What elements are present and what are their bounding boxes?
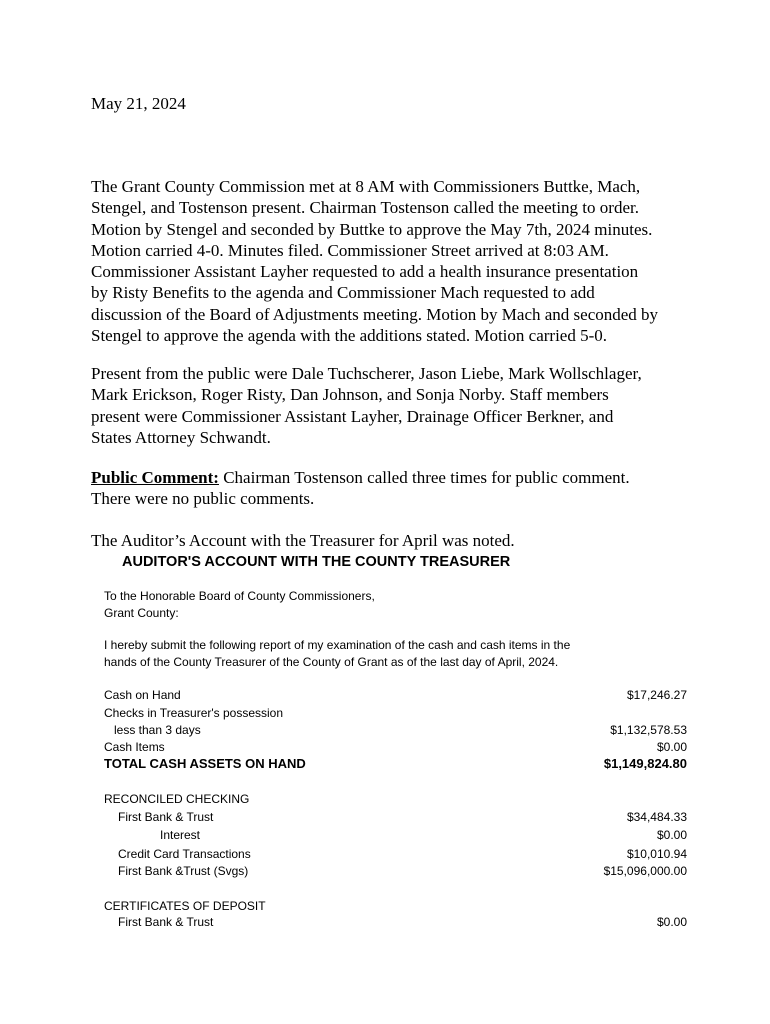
row-label: TOTAL CASH ASSETS ON HAND — [104, 756, 306, 771]
report-row-credit-card-transactions — [104, 845, 687, 863]
address-line: To the Honorable Board of County Commissioners, — [104, 589, 375, 603]
row-amount: $0.00 — [656, 915, 687, 929]
row-amount: $0.00 — [656, 740, 687, 754]
text-line: Motion carried 4-0. Minutes filed. Commissioner Street arrived at 8:03 AM. — [91, 240, 609, 260]
row-label: Cash on Hand — [104, 688, 181, 702]
report-row-total-cash-assets — [104, 755, 687, 773]
paragraph-attendance — [91, 363, 691, 448]
meeting-date: May 21, 2024 — [91, 94, 186, 113]
report-address — [104, 588, 375, 622]
public-comment-label: Public Comment: — [91, 468, 219, 487]
row-amount: $34,484.33 — [626, 810, 687, 824]
text-line: States Attorney Schwandt. — [91, 427, 271, 447]
report-row-cd-first-bank-trust — [104, 913, 687, 931]
report-row-cash-items — [104, 738, 687, 756]
report-row-first-bank-trust-savings — [104, 862, 687, 880]
text-line: The Grant County Commission met at 8 AM with Commissioners Buttke, Mach, — [91, 177, 641, 196]
text-line: Present from the public were Dale Tuchscherer, Jason Liebe, Mark Wollschlager, — [91, 364, 642, 383]
report-row-checks-less-than-3-days — [104, 721, 687, 739]
row-label: First Bank & Trust — [118, 810, 214, 824]
paragraph-public-comment — [91, 467, 691, 510]
report-intro — [104, 637, 664, 671]
text-line: Motion by Stengel and seconded by Buttke to approve the May 7th, 2024 minutes. — [91, 219, 653, 239]
text-line — [91, 467, 691, 488]
intro-line: hands of the County Treasurer of the County of Grant as of the last day of April, 2024. — [104, 655, 559, 669]
row-label: First Bank & Trust — [118, 915, 214, 929]
text-line: present were Commissioner Assistant Layher, Drainage Officer Berkner, and — [91, 406, 614, 426]
address-line: Grant County: — [104, 606, 179, 620]
text-line: Commissioner Assistant Layher requested to add a health insurance presentation — [91, 262, 639, 282]
report-row-reconciled-checking — [104, 790, 687, 808]
report-row-first-bank-trust — [104, 808, 687, 826]
row-label: RECONCILED CHECKING — [104, 792, 250, 806]
row-label: CERTIFICATES OF DEPOSIT — [104, 899, 266, 913]
row-amount: $10,010.94 — [626, 847, 687, 861]
report-row-checks — [104, 704, 687, 722]
row-amount: $0.00 — [656, 828, 687, 842]
text-line: Stengel, and Tostenson present. Chairman Tostenson called the meeting to order. — [91, 198, 639, 218]
report-row-interest — [104, 826, 687, 844]
public-comment-text: Chairman Tostenson called three times for public comment. — [218, 468, 630, 487]
row-amount: $1,132,578.53 — [610, 723, 687, 737]
row-label: less than 3 days — [104, 723, 201, 737]
row-label: Credit Card Transactions — [118, 847, 251, 861]
row-label: Cash Items — [104, 740, 165, 754]
intro-line: I hereby submit the following report of my examination of the cash and cash items in the — [104, 638, 571, 652]
text-line: Mark Erickson, Roger Risty, Dan Johnson, and Sonja Norby. Staff members — [91, 385, 609, 405]
row-label: First Bank &Trust (Svgs) — [118, 864, 249, 878]
row-amount: $1,149,824.80 — [603, 756, 687, 771]
text-line: by Risty Benefits to the agenda and Commissioner Mach requested to add — [91, 283, 595, 303]
row-label: Checks in Treasurer's possession — [104, 706, 284, 720]
report-row-cash-on-hand — [104, 686, 687, 704]
paragraph-auditor-note: The Auditor’s Account with the Treasurer for April was noted. — [91, 531, 515, 550]
report-title: AUDITOR'S ACCOUNT WITH THE COUNTY TREASURER — [122, 554, 511, 570]
row-label: Interest — [160, 828, 201, 842]
row-amount: $17,246.27 — [626, 688, 687, 702]
text-line: discussion of the Board of Adjustments meeting. Motion by Mach and seconded by — [91, 304, 659, 324]
text-line: There were no public comments. — [91, 489, 315, 509]
text-line: Stengel to approve the agenda with the additions stated. Motion carried 5-0. — [91, 326, 608, 346]
paragraph-meeting-opening — [91, 176, 691, 346]
row-amount: $15,096,000.00 — [603, 864, 687, 878]
